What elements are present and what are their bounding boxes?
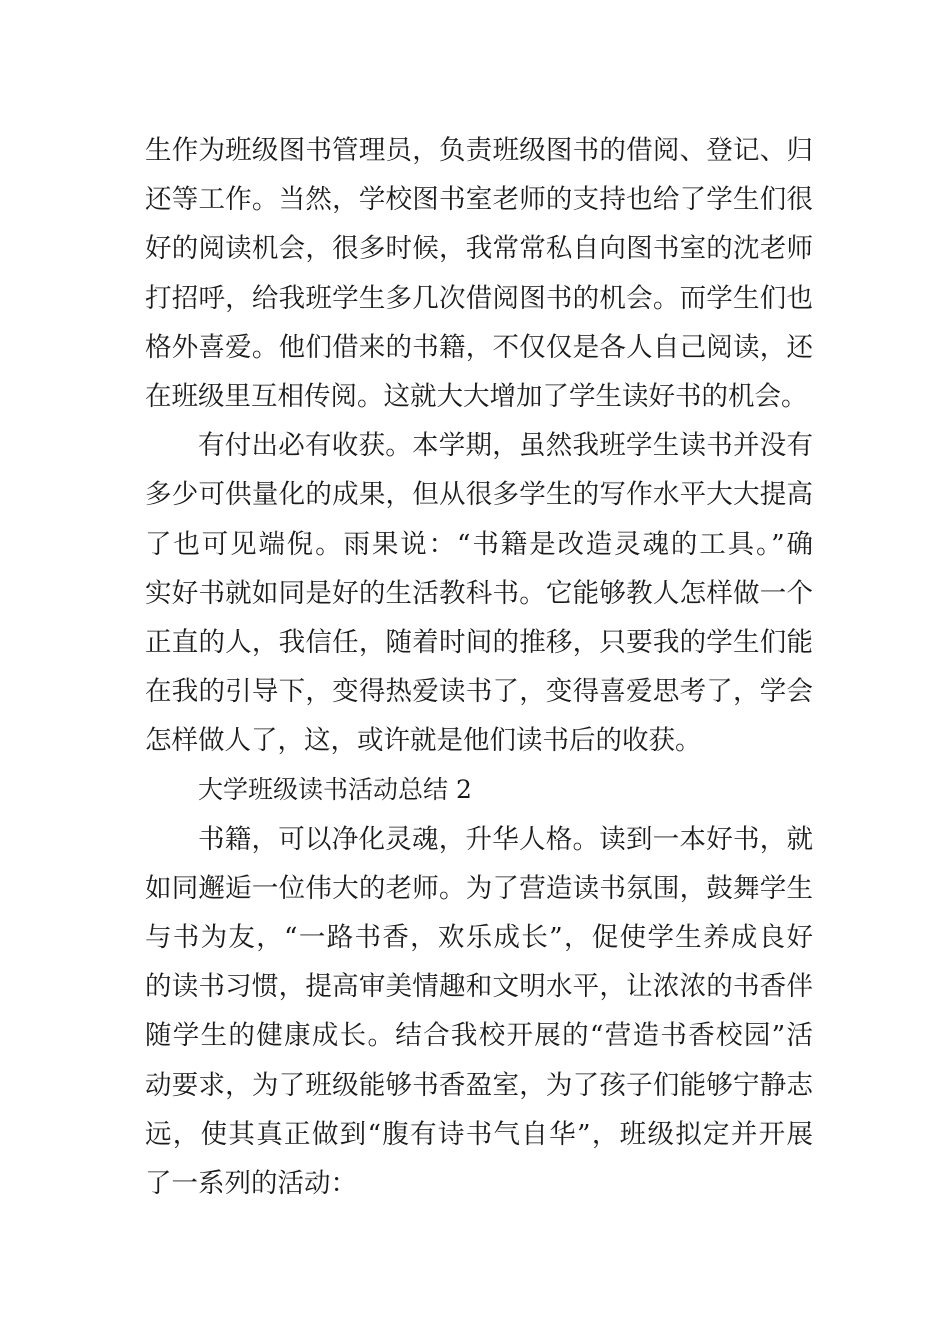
text-line: 的读书习惯，提高审美情趣和文明水平，让浓浓的书香伴 [145, 971, 813, 1003]
text-line: 在我的引导下，变得热爱读书了，变得喜爱思考了，学会 [145, 676, 813, 708]
text-line: 还等工作。当然，学校图书室老师的支持也给了学生们很 [145, 184, 813, 216]
text-line: 怎样做人了，这，或许就是他们读书后的收获。 [145, 725, 702, 757]
paragraph-first-line: 书籍，可以净化灵魂，升华人格。读到一本好书，就 [198, 823, 813, 855]
text-line: 远，使其真正做到“腹有诗书气自华”，班级拟定并开展 [145, 1118, 813, 1150]
text-line: 了也可见端倪。雨果说：“书籍是改造灵魂的工具。”确 [145, 528, 813, 560]
text-line: 生作为班级图书管理员，负责班级图书的借阅、登记、归 [145, 135, 813, 166]
text-line: 打招呼，给我班学生多几次借阅图书的机会。而学生们也 [145, 282, 813, 314]
text-line: 多少可供量化的成果，但从很多学生的写作水平大大提高 [145, 479, 813, 511]
text-line: 如同邂逅一位伟大的老师。为了营造读书氛围，鼓舞学生 [145, 872, 813, 904]
section-heading: 大学班级读书活动总结 2 [198, 775, 472, 805]
text-line: 动要求，为了班级能够书香盈室，为了孩子们能够宁静志 [145, 1069, 813, 1101]
text-line: 格外喜爱。他们借来的书籍，不仅仅是各人自己阅读，还 [145, 331, 813, 363]
paragraph-first-line: 有付出必有收获。本学期，虽然我班学生读书并没有 [198, 430, 813, 462]
text-line: 好的阅读机会，很多时候，我常常私自向图书室的沈老师 [145, 233, 813, 265]
text-line: 与书为友，“一路书香，欢乐成长”，促使学生养成良好 [145, 922, 813, 953]
text-line: 实好书就如同是好的生活教科书。它能够教人怎样做一个 [145, 577, 813, 609]
text-line: 在班级里互相传阅。这就大大增加了学生读好书的机会。 [145, 380, 808, 412]
text-line: 正直的人，我信任，随着时间的推移，只要我的学生们能 [145, 626, 813, 658]
document-body [145, 126, 813, 1208]
text-line: 随学生的健康成长。结合我校开展的“营造书香校园”活 [145, 1020, 813, 1052]
text-line: 了一系列的活动： [145, 1167, 357, 1199]
